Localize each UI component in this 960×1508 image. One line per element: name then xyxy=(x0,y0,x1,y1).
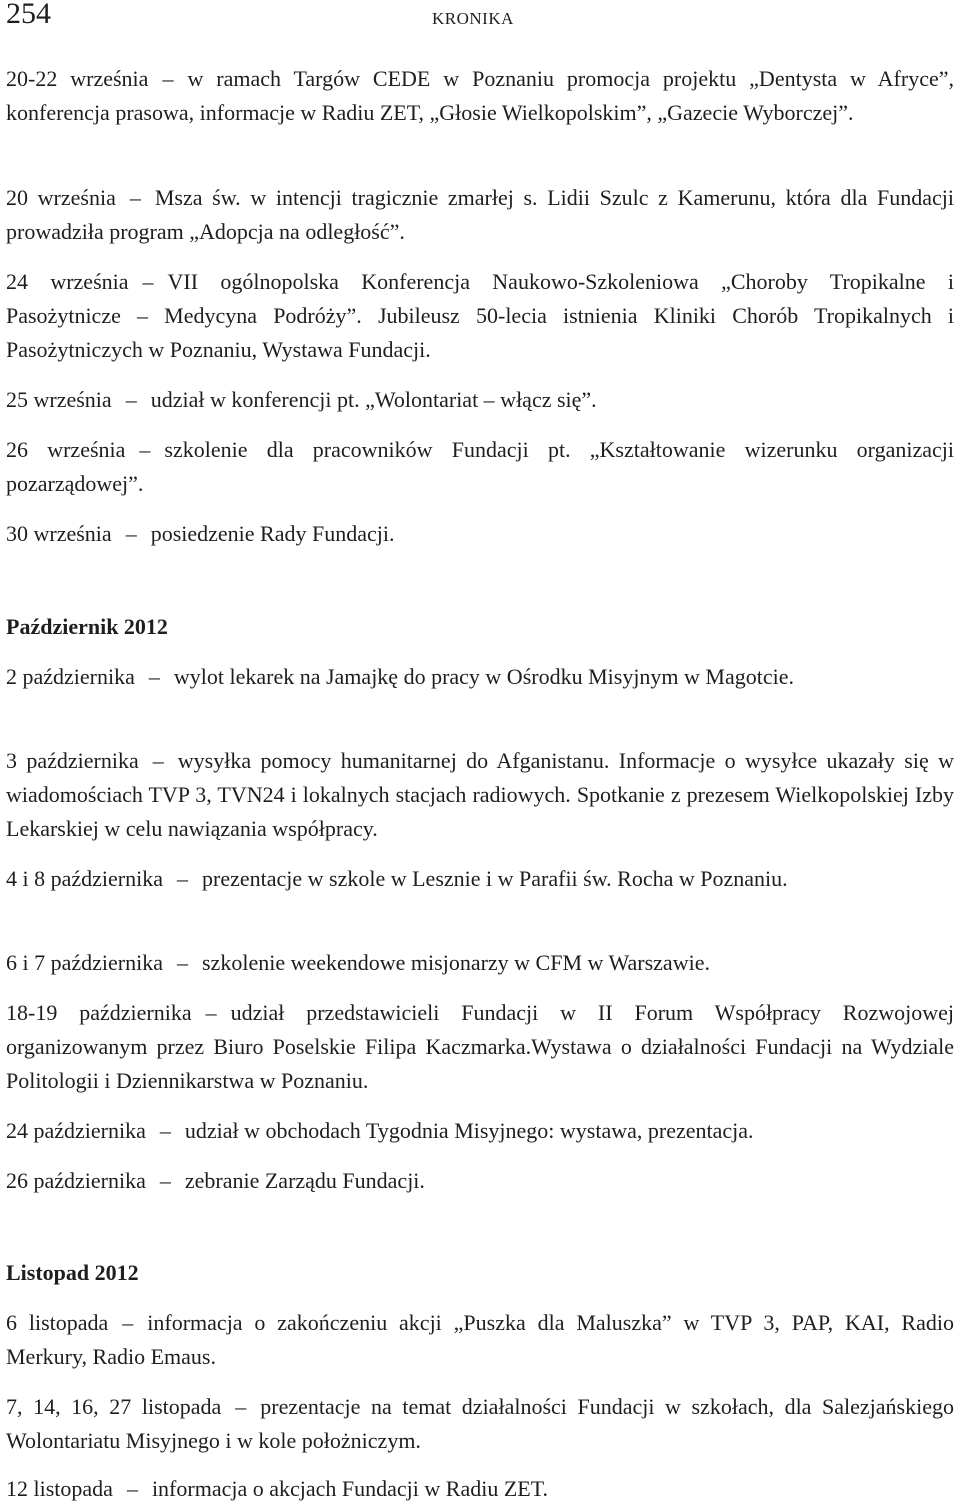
chronicle-entry: 3 października – wysyłka pomocy humanitarnej do Afganistanu. Informacje o wysyłce ukazały się w wiadomościach TVP 3, TVN24 i lokalnych stacjach radiowych. Spotkanie z prezesem Wielkopolskiej Izby Lekarskiej w celu nawiązania współpracy. xyxy=(6,748,954,841)
entry-date: 6 listopada xyxy=(6,1310,109,1335)
entry-date: 24 września xyxy=(6,269,129,294)
entry-text: VII ogólnopolska Konferencja Naukowo-Szkoleniowa „Choroby Tropikalne i Pasożytnicze – Medycyna Podróży”. Jubileusz 50-lecia istnienia Kliniki Chorób Tropikalnych i Pasożytniczych w Poznaniu, Wystawa Fundacji. xyxy=(6,269,954,362)
entry-date: 30 września xyxy=(6,521,112,546)
entry-date: 7, 14, 16, 27 listopada xyxy=(6,1394,222,1419)
running-head: KRONIKA xyxy=(432,9,514,28)
section-heading-november: Listopad 2012 xyxy=(6,1260,139,1285)
chronicle-entry: 26 września – szkolenie dla pracowników Fundacji pt. „Kształtowanie wizerunku organizacji pozarządowej”. xyxy=(6,437,955,496)
chronicle-entry: 4 i 8 października – prezentacje w szkole w Lesznie i w Parafii św. Rocha w Poznaniu. xyxy=(6,866,788,891)
chronicle-entry: 18-19 października – udział przedstawicieli Fundacji w II Forum Współpracy Rozwojowej organizowanym przez Biuro Poselskie Filipa Kaczmarka.Wystawa o działalności Fundacji na Wydziale Politologii i Dziennikarstwa w Poznaniu. xyxy=(6,1000,955,1093)
section-heading-october: Październik 2012 xyxy=(6,614,168,639)
entry-date: 4 i 8 października xyxy=(6,866,163,891)
entry-text: w ramach Targów CEDE w Poznaniu promocja projektu „Dentysta w Afryce”, konferencja prasowa, informacje w Radiu ZET, „Głosie Wielkopolskim”, „Gazecie Wyborczej”. xyxy=(6,66,954,125)
entry-date: 26 października xyxy=(6,1168,146,1193)
chronicle-entry: 6 listopada – informacja o zakończeniu akcji „Puszka dla Maluszka” w TVP 3, PAP, KAI, Radio Merkury, Radio Emaus. xyxy=(6,1310,954,1369)
chronicle-entry: 30 września – posiedzenie Rady Fundacji. xyxy=(6,521,395,546)
entry-date: 3 października xyxy=(6,748,139,773)
entry-date: 26 września xyxy=(6,437,126,462)
entry-text: udział przedstawicieli Fundacji w II Forum Współpracy Rozwojowej organizowanym przez Biuro Poselskie Filipa Kaczmarka.Wystawa o działalności Fundacji na Wydziale Politologii i Dziennikarstwa w Poznaniu. xyxy=(6,1000,955,1093)
chronicle-entry: 20 września – Msza św. w intencji tragicznie zmarłej s. Lidii Szulc z Kamerunu, która dla Fundacji prowadziła program „Adopcja na odległość”. xyxy=(6,185,954,244)
entry-date: 20-22 września xyxy=(6,66,149,91)
entry-text: prezentacje w szkole w Lesznie i w Parafii św. Rocha w Poznaniu. xyxy=(202,866,788,891)
entry-text: wysyłka pomocy humanitarnej do Afganistanu. Informacje o wysyłce ukazały się w wiadomościach TVP 3, TVN24 i lokalnych stacjach radiowych. Spotkanie z prezesem Wielkopolskiej Izby Lekarskiej w celu nawiązania współpracy. xyxy=(6,748,954,841)
chronicle-entry: 12 listopada – informacja o akcjach Fundacji w Radiu ZET. xyxy=(6,1476,549,1501)
entry-text: prezentacje na temat działalności Fundacji w szkołach, dla Salezjańskiego Wolontariatu Misyjnego i w kole położniczym. xyxy=(6,1394,954,1453)
entry-text: Msza św. w intencji tragicznie zmarłej s. Lidii Szulc z Kamerunu, która dla Fundacji prowadziła program „Adopcja na odległość”. xyxy=(6,185,954,244)
entry-date: 24 października xyxy=(6,1118,146,1143)
chronicle-entry: 26 października – zebranie Zarządu Fundacji. xyxy=(6,1168,425,1193)
entry-date: 25 września xyxy=(6,387,112,412)
entry-date: 20 września xyxy=(6,185,116,210)
entry-text: udział w obchodach Tygodnia Misyjnego: wystawa, prezentacja. xyxy=(184,1118,754,1143)
entry-date: 2 października xyxy=(6,664,135,689)
entry-text: wylot lekarek na Jamajkę do pracy w Ośrodku Misyjnym w Magotcie. xyxy=(173,664,795,689)
chronicle-entry: 20-22 września – w ramach Targów CEDE w Poznaniu promocja projektu „Dentysta w Afryce”, konferencja prasowa, informacje w Radiu ZET, „Głosie Wielkopolskim”, „Gazecie Wyborczej”. xyxy=(6,66,954,125)
entry-date: 18-19 października xyxy=(6,1000,192,1025)
entry-date: 12 listopada xyxy=(6,1476,113,1501)
page-header xyxy=(0,0,960,40)
entry-text: informacja o akcjach Fundacji w Radiu ZET. xyxy=(151,1476,549,1501)
entry-text: szkolenie weekendowe misjonarzy w CFM w Warszawie. xyxy=(202,950,710,975)
chronicle-entry: 2 października – wylot lekarek na Jamajkę do pracy w Ośrodku Misyjnym w Magotcie. xyxy=(6,664,795,689)
entry-text: posiedzenie Rady Fundacji. xyxy=(150,521,395,546)
chronicle-entry: 24 września – VII ogólnopolska Konferencja Naukowo-Szkoleniowa „Choroby Tropikalne i Pasożytnicze – Medycyna Podróży”. Jubileusz 50-lecia istnienia Kliniki Chorób Tropikalnych i Pasożytniczych w Poznaniu, Wystawa Fundacji. xyxy=(6,269,954,362)
entry-text: szkolenie dla pracowników Fundacji pt. „Kształtowanie wizerunku organizacji pozarządowej”. xyxy=(6,437,955,496)
entry-text: udział w konferencji pt. „Wolontariat – włącz się”. xyxy=(150,387,597,412)
chronicle-entry: 25 września – udział w konferencji pt. „Wolontariat – włącz się”. xyxy=(6,387,597,412)
page-number: 254 xyxy=(6,0,51,30)
entry-text: informacja o zakończeniu akcji „Puszka dla Maluszka” w TVP 3, PAP, KAI, Radio Merkury, Radio Emaus. xyxy=(6,1310,954,1369)
entry-date: 6 i 7 października xyxy=(6,950,163,975)
chronicle-entry: 24 października – udział w obchodach Tygodnia Misyjnego: wystawa, prezentacja. xyxy=(6,1118,754,1143)
chronicle-entry: 6 i 7 października – szkolenie weekendowe misjonarzy w CFM w Warszawie. xyxy=(6,950,710,975)
chronicle-entry: 7, 14, 16, 27 listopada – prezentacje na temat działalności Fundacji w szkołach, dla Salezjańskiego Wolontariatu Misyjnego i w kole położniczym. xyxy=(6,1394,954,1453)
entry-text: zebranie Zarządu Fundacji. xyxy=(184,1168,425,1193)
